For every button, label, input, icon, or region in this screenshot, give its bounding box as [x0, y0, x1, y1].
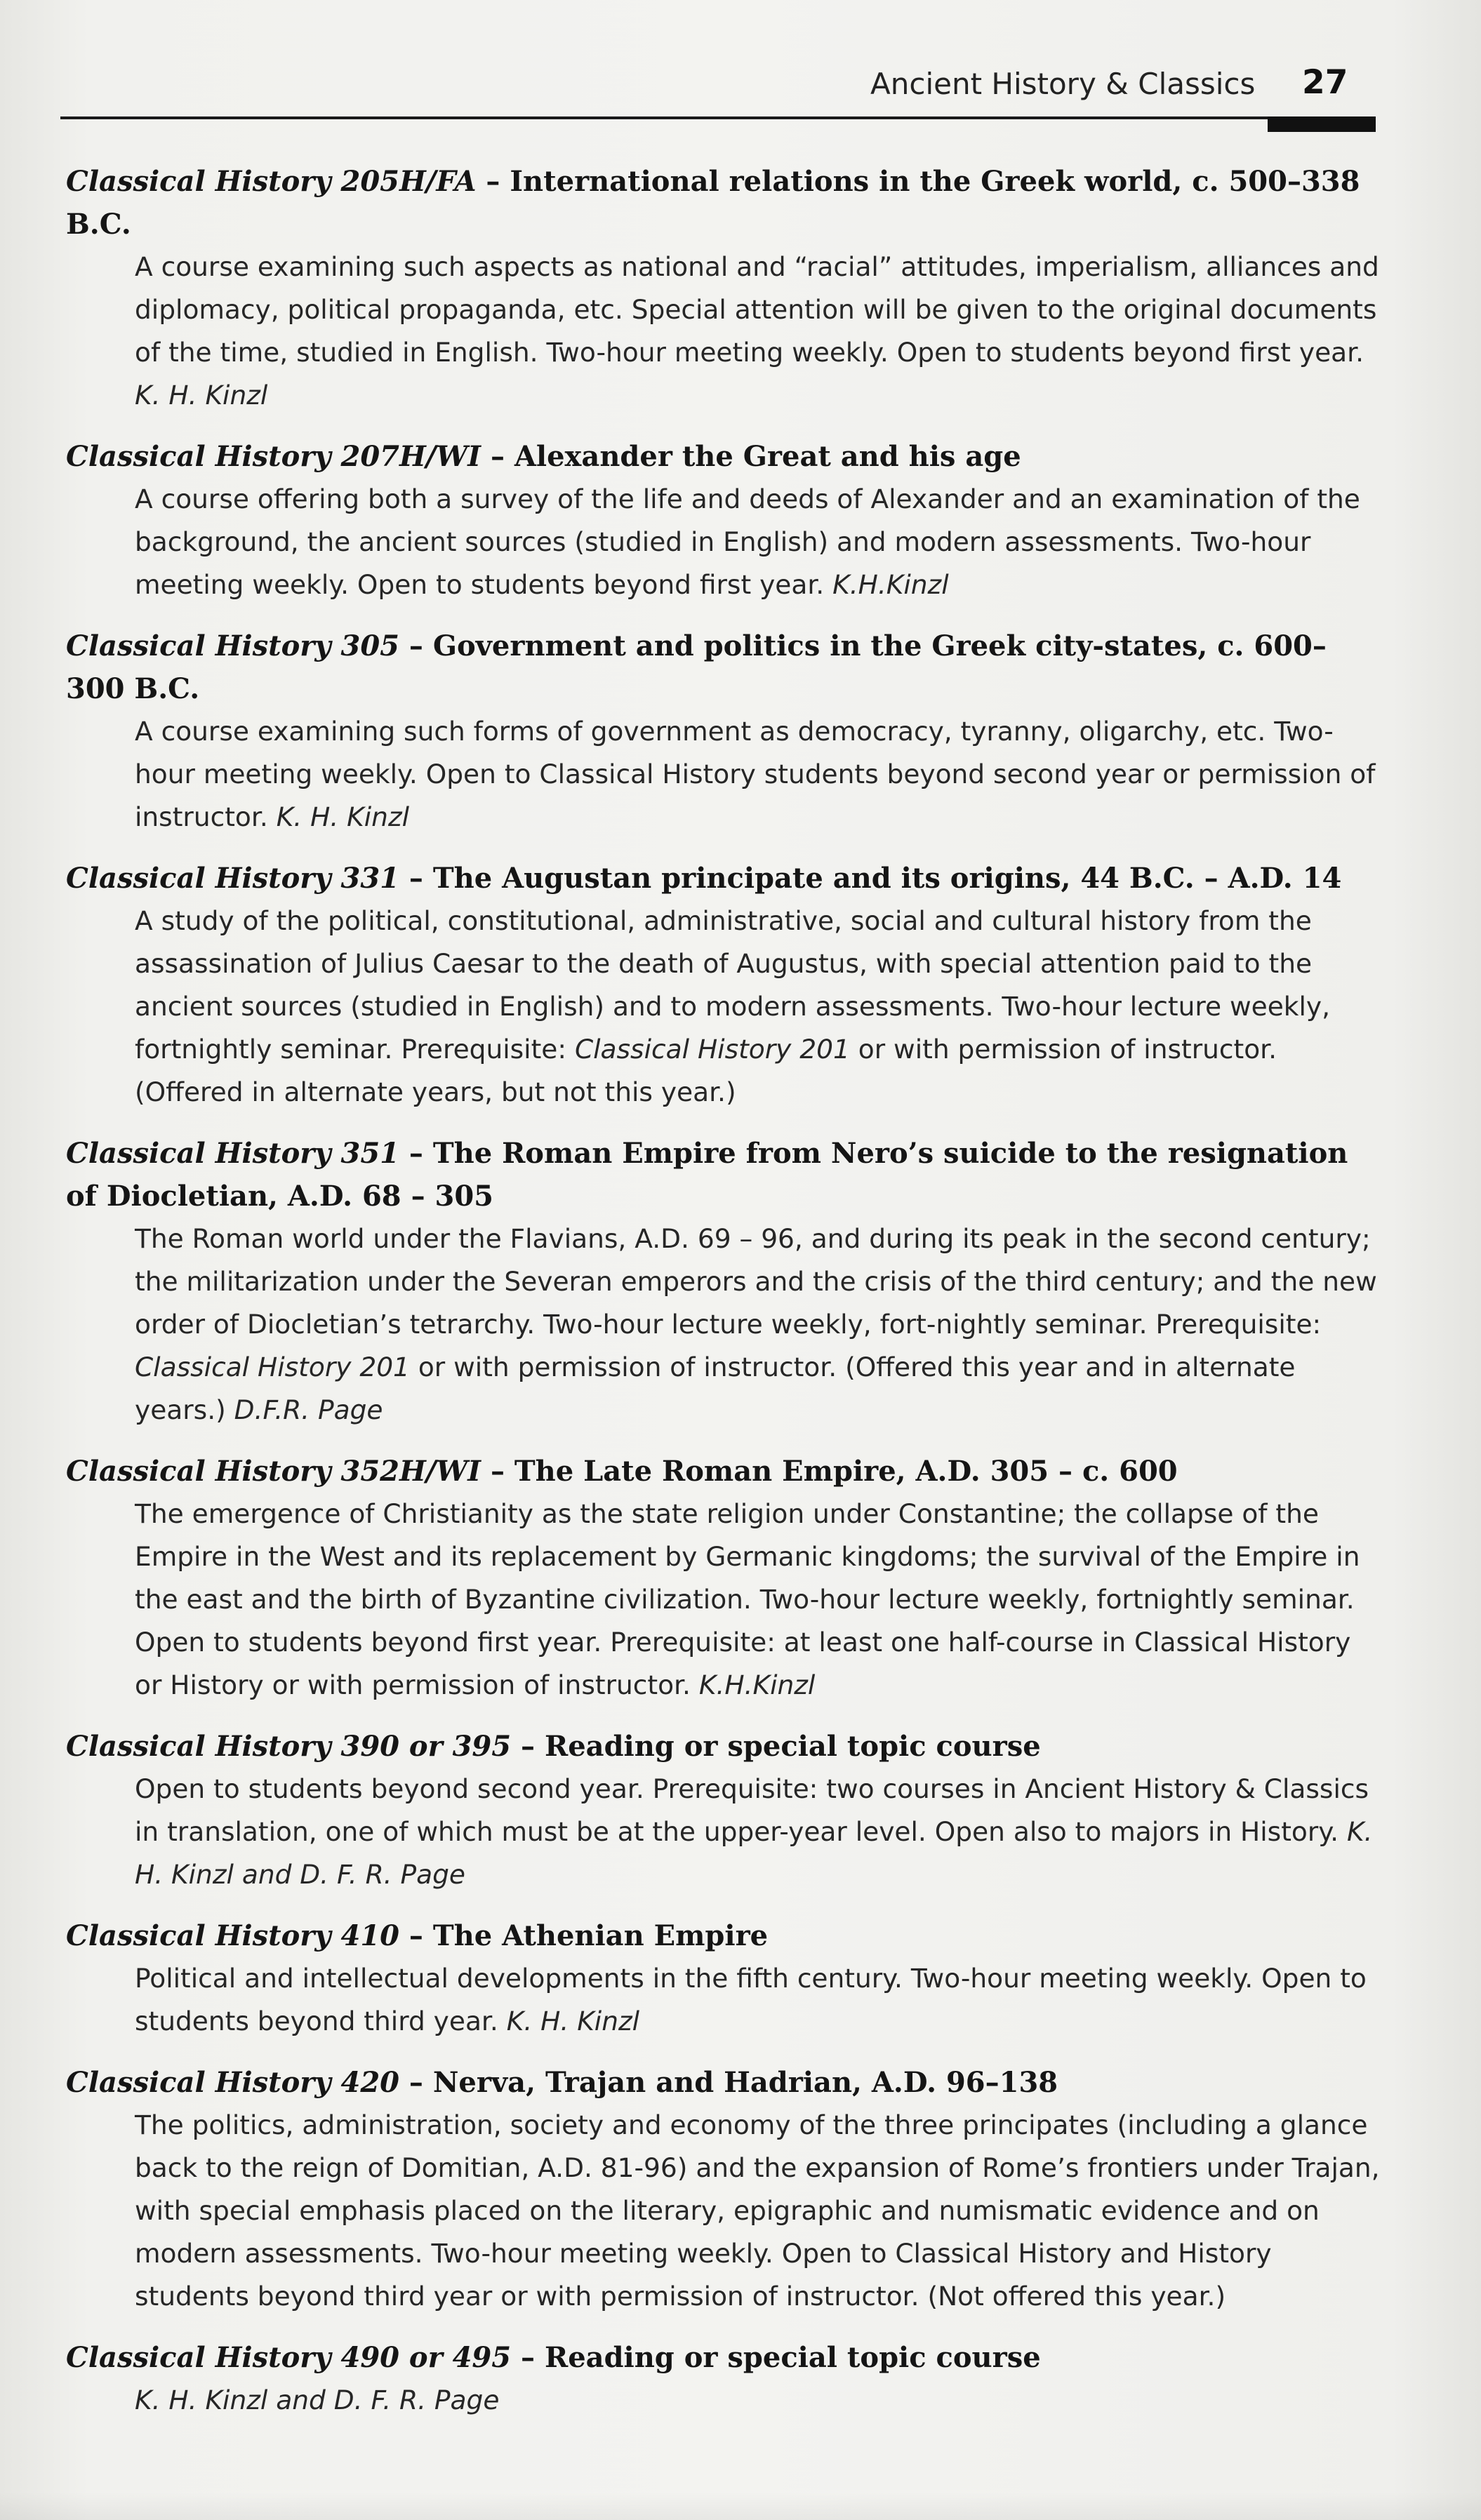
course-heading: Classical History 207H/WI – Alexander the Great and his age [66, 440, 1021, 473]
description-text: Political and intellectual developments in the fifth century. Two-hour meeting weekly. Open to students beyond third year. [135, 1963, 1367, 2036]
instructor: K. H. Kinzl and D. F. R. Page [135, 1816, 1373, 1890]
course-title: Reading or special topic course [544, 2341, 1041, 2374]
scan-edge-shade [0, 2492, 1481, 2520]
course-title: The Augustan principate and its origins, 44 B.C. – A.D. 14 [432, 862, 1342, 895]
prerequisite-course: Classical History 201 [135, 1352, 410, 1382]
course-heading: Classical History 390 or 395 – Reading or special topic course [66, 1730, 1041, 1763]
course-entry [66, 1725, 1384, 1896]
course-code: Classical History 490 or 495 [66, 2341, 512, 2374]
description-text: A study of the political, constitutional, administrative, social and cultural history from the assassination of Julius Caesar to the death of Augustus, with special attention paid to the ancient sources (studied in English) and to modern assessments. Two-hour lecture weekly, fortnightly seminar. Prerequisite: [135, 905, 1331, 1065]
course-code: Classical History 420 [66, 2066, 399, 2099]
course-entry [66, 160, 1384, 417]
course-heading: Classical History 205H/FA – International relations in the Greek world, c. 500–338 B.C. [66, 165, 1360, 241]
course-code: Classical History 390 or 395 [66, 1730, 512, 1763]
course-code: Classical History 305 [66, 629, 399, 662]
course-title: The Athenian Empire [432, 1919, 769, 1952]
course-description [135, 900, 1384, 1114]
course-entry [66, 2061, 1384, 2318]
course-entry [66, 2336, 1384, 2422]
course-list [66, 160, 1384, 2440]
running-head: Ancient History & Classics [870, 67, 1256, 101]
course-entry [66, 1132, 1384, 1432]
course-description [135, 2104, 1384, 2318]
course-entry [66, 625, 1384, 839]
course-title: Reading or special topic course [544, 1730, 1041, 1763]
prerequisite-course: Classical History 201 [574, 1034, 850, 1065]
course-code: Classical History 331 [66, 862, 399, 895]
course-code: Classical History 207H/WI [66, 440, 482, 473]
description-text: A course examining such forms of government as democracy, tyranny, oligarchy, etc. Two-hour meeting weekly. Open to Classical History students beyond second year or permission of instructor. [135, 716, 1376, 832]
course-description [135, 1493, 1384, 1707]
course-code: Classical History 352H/WI [66, 1455, 482, 1488]
course-code: Classical History 410 [66, 1919, 399, 1952]
course-heading: Classical History 331 – The Augustan principate and its origins, 44 B.C. – A.D. 14 [66, 862, 1342, 895]
course-description [135, 246, 1384, 417]
description-text: A course offering both a survey of the life and deeds of Alexander and an examination of the background, the ancient sources (studied in English) and modern assessments. Two-hour meeting weekly. Open to students beyond first year. [135, 484, 1360, 600]
course-code: Classical History 205H/FA [66, 165, 477, 198]
header-tab-mark [1268, 116, 1376, 132]
course-title: Government and politics in the Greek city-states, c. 600–300 B.C. [66, 629, 1327, 705]
instructor: K.H.Kinzl [832, 569, 949, 600]
course-heading: Classical History 351 – The Roman Empire from Nero’s suicide to the resignation of Diocletian, A.D. 68 – 305 [66, 1137, 1348, 1213]
description-text: The Roman world under the Flavians, A.D. 69 – 96, and during its peak in the second century; the militarization under the Severan emperors and the crisis of the third century; and the new order of Diocletian’s tetrarchy. Two-hour lecture weekly, fort-nightly seminar. Prerequisite: [135, 1223, 1377, 1340]
course-title: The Roman Empire from Nero’s suicide to the resignation of Diocletian, A.D. 68 – 305 [66, 1137, 1348, 1213]
course-heading: Classical History 410 – The Athenian Empire [66, 1919, 769, 1952]
course-heading: Classical History 352H/WI – The Late Roman Empire, A.D. 305 – c. 600 [66, 1455, 1178, 1488]
course-code: Classical History 351 [66, 1137, 399, 1170]
description-text-after: or with permission of instructor. (Offered in alternate years, but not this year.) [135, 1034, 1277, 1107]
course-entry [66, 857, 1384, 1114]
course-description [135, 478, 1384, 606]
course-title: The Late Roman Empire, A.D. 305 – c. 600 [514, 1455, 1178, 1488]
course-description [135, 1957, 1384, 2043]
course-description [135, 1768, 1384, 1896]
course-heading: Classical History 305 – Government and politics in the Greek city-states, c. 600–300 B.C. [66, 629, 1327, 705]
instructor: D.F.R. Page [234, 1394, 383, 1425]
course-title: Nerva, Trajan and Hadrian, A.D. 96–138 [432, 2066, 1058, 2099]
description-text: A course examining such aspects as national and “racial” attitudes, imperialism, alliances and diplomacy, political propaganda, etc. Special attention will be given to the original documents of the time, studied in English. Two-hour meeting weekly. Open to students beyond first year. [135, 251, 1379, 368]
description-text-after: or with permission of instructor. (Offered this year and in alternate years.) [135, 1352, 1296, 1425]
course-title: International relations in the Greek world, c. 500–338 B.C. [66, 165, 1360, 241]
instructor: K. H. Kinzl and D. F. R. Page [135, 2385, 500, 2415]
page-number: 27 [1302, 63, 1348, 102]
instructor: K. H. Kinzl [135, 380, 268, 411]
course-heading: Classical History 490 or 495 – Reading or special topic course [66, 2341, 1041, 2374]
course-description [135, 710, 1384, 839]
course-description [135, 1218, 1384, 1432]
description-text: The politics, administration, society and economy of the three principates (including a glance back to the reign of Domitian, A.D. 81-96) and the expansion of Rome’s frontiers under Trajan, with special emphasis placed on the literary, epigraphic and numismatic evidence and on modern assessments. Two-hour meeting weekly. Open to Classical History and History students beyond third year or with permission of instructor. (Not offered this year.) [135, 2109, 1380, 2312]
course-heading: Classical History 420 – Nerva, Trajan and Hadrian, A.D. 96–138 [66, 2066, 1058, 2099]
course-entry [66, 435, 1384, 606]
course-entry [66, 1914, 1384, 2043]
instructor: K.H.Kinzl [698, 1669, 816, 1700]
header-rule [60, 116, 1376, 119]
course-title: Alexander the Great and his age [514, 440, 1021, 473]
description-text: The emergence of Christianity as the state religion under Constantine; the collapse of the Empire in the West and its replacement by Germanic kingdoms; the survival of the Empire in the east and the birth of Byzantine civilization. Two-hour lecture weekly, fortnightly seminar. Open to students beyond first year. Prerequisite: at least one half-course in Classical History or History or with permission of instructor. [135, 1498, 1360, 1700]
instructor: K. H. Kinzl [506, 2006, 640, 2036]
description-text: Open to students beyond second year. Prerequisite: two courses in Ancient History & Classics in translation, one of which must be at the upper-year level. Open also to majors in History. [135, 1773, 1369, 1847]
instructor: K. H. Kinzl [276, 801, 410, 832]
course-description [135, 2379, 1384, 2422]
course-entry [66, 1450, 1384, 1707]
